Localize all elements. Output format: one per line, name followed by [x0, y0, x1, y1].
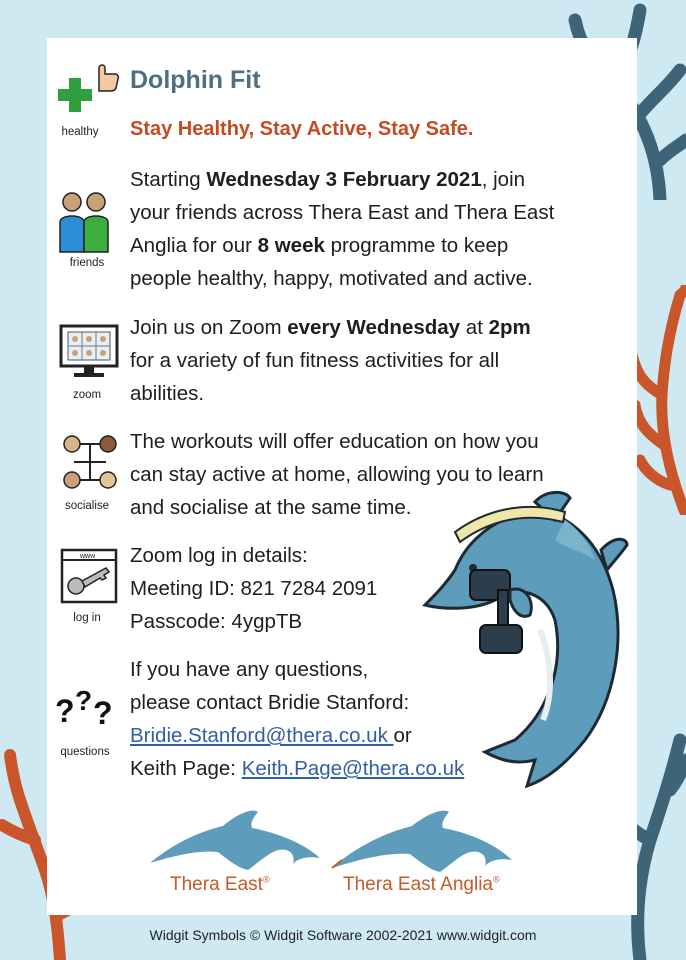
logo-name: Thera East: [170, 874, 263, 895]
session-day: every Wednesday: [287, 316, 461, 339]
bridie-email-link[interactable]: Bridie.Stanford@thera.co.uk: [130, 724, 394, 747]
intro-text: people healthy, happy, motivated and active.: [130, 267, 533, 290]
intro-text: your friends across Thera East and Thera East: [130, 201, 555, 224]
intro-text: Anglia for our: [130, 234, 258, 257]
meeting-id: Meeting ID: 821 7284 2091: [130, 577, 378, 600]
thera-east-anglia-dolphin-logo: [330, 808, 515, 883]
page-subtitle: Stay Healthy, Stay Active, Stay Safe.: [130, 118, 474, 140]
socialise-icon: [60, 434, 120, 490]
svg-text:?: ?: [55, 693, 75, 729]
login-icon: [60, 548, 118, 604]
healthy-icon: [55, 60, 125, 120]
workouts-text: and socialise at the same time.: [130, 496, 412, 519]
zoom-text: at: [460, 316, 489, 339]
questions-icon: [55, 686, 119, 730]
programme-length: 8 week: [257, 234, 325, 257]
login-heading: Zoom log in details:: [130, 544, 308, 567]
login-details: [130, 539, 377, 638]
friends-label: friends: [69, 257, 105, 269]
registered-mark: ®: [262, 874, 270, 885]
zoom-icon: [58, 323, 120, 381]
svg-text:?: ?: [93, 695, 113, 730]
questions-label: questions: [60, 746, 110, 758]
start-date: Wednesday 3 February 2021: [206, 168, 482, 191]
contact-text: or: [393, 724, 412, 747]
healthy-label: healthy: [61, 126, 99, 138]
thera-east-dolphin-logo: [148, 808, 323, 878]
workouts-text: The workouts will offer education on how you: [130, 430, 539, 453]
contact-text: please contact Bridie Stanford:: [130, 691, 410, 714]
socialise-label: socialise: [64, 500, 110, 512]
intro-paragraph: [130, 163, 554, 295]
workouts-text: can stay active at home, allowing you to learn: [130, 463, 544, 486]
intro-text: , join: [481, 168, 526, 191]
friends-icon: [55, 190, 113, 254]
passcode: Passcode: 4ygpTB: [130, 610, 303, 633]
dolphin-illustration: [415, 490, 630, 790]
zoom-text: Join us on Zoom: [130, 316, 288, 339]
login-label: log in: [73, 612, 101, 624]
registered-mark: ®: [492, 874, 500, 885]
intro-text: Starting: [130, 168, 207, 191]
keith-email-link[interactable]: Keith.Page@thera.co.uk: [241, 757, 465, 780]
thera-east-anglia-logo-text: [343, 874, 500, 896]
footer-credit: Widgit Symbols © Widgit Software 2002-2021 www.widgit.com: [149, 927, 537, 943]
svg-text:www: www: [80, 553, 96, 560]
zoom-paragraph: [130, 311, 531, 410]
thera-east-logo-text: [170, 874, 270, 896]
session-time: 2pm: [488, 316, 531, 339]
zoom-text: for a variety of fun fitness activities for all: [130, 349, 500, 372]
zoom-text: abilities.: [130, 382, 205, 405]
page-title: Dolphin Fit: [130, 66, 261, 94]
logo-name: Thera East Anglia: [343, 874, 493, 895]
contact-text: Keith Page:: [130, 757, 242, 780]
svg-text:?: ?: [75, 686, 93, 716]
zoom-label: zoom: [72, 389, 102, 401]
contact-text: If you have any questions,: [130, 658, 369, 681]
intro-text: programme to keep: [324, 234, 509, 257]
